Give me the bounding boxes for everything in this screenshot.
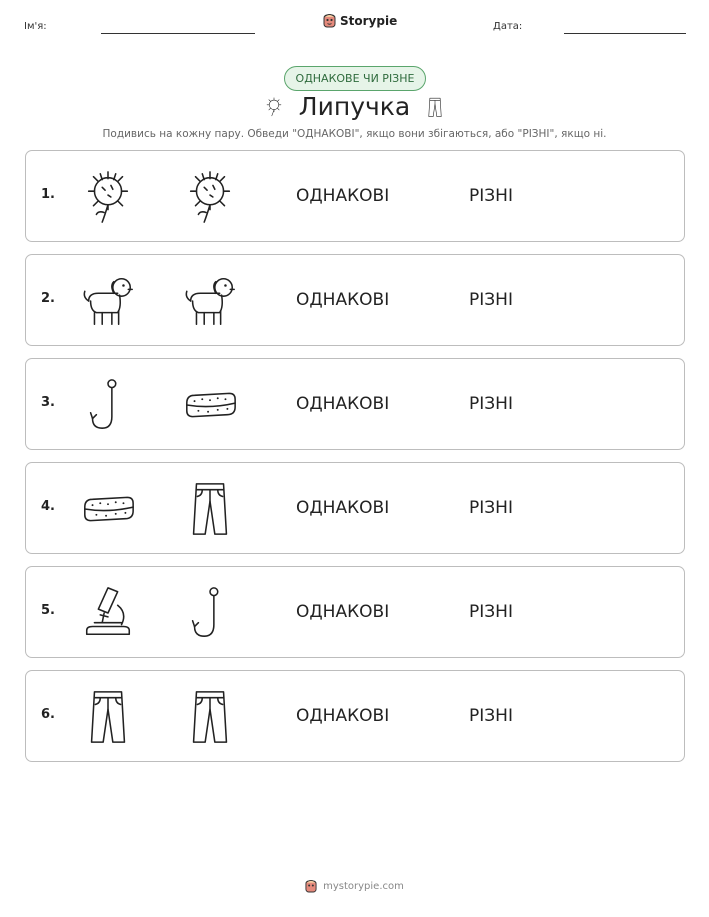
question-row-2 bbox=[25, 254, 685, 346]
hook-icon bbox=[78, 376, 138, 434]
option-different[interactable]: РІЗНІ bbox=[469, 186, 513, 206]
question-number: 4. bbox=[41, 499, 55, 514]
burdock-icon bbox=[263, 93, 285, 121]
option-same[interactable]: ОДНАКОВІ bbox=[296, 186, 390, 206]
question-number: 6. bbox=[41, 707, 55, 722]
sponge-icon bbox=[78, 480, 138, 538]
question-row-4 bbox=[25, 462, 685, 554]
burdock-icon bbox=[180, 168, 240, 226]
question-number: 2. bbox=[41, 291, 55, 306]
footer bbox=[0, 879, 709, 893]
option-same[interactable]: ОДНАКОВІ bbox=[296, 602, 390, 622]
burdock-icon bbox=[78, 168, 138, 226]
option-same[interactable]: ОДНАКОВІ bbox=[296, 290, 390, 310]
option-different[interactable]: РІЗНІ bbox=[469, 498, 513, 518]
hook-icon bbox=[180, 584, 240, 642]
name-line[interactable] bbox=[101, 33, 255, 34]
question-number: 1. bbox=[41, 187, 55, 202]
option-same[interactable]: ОДНАКОВІ bbox=[296, 498, 390, 518]
puppy-icon bbox=[78, 272, 138, 330]
pie-mascot-icon bbox=[323, 13, 336, 28]
microscope-icon bbox=[78, 584, 138, 642]
puppy-icon bbox=[180, 272, 240, 330]
brand-name: Storypie bbox=[340, 13, 398, 28]
sponge-icon bbox=[180, 376, 240, 434]
question-row-1 bbox=[25, 150, 685, 242]
pants-icon bbox=[78, 688, 138, 746]
date-label: Дата: bbox=[493, 21, 523, 32]
option-different[interactable]: РІЗНІ bbox=[469, 394, 513, 414]
question-row-3 bbox=[25, 358, 685, 450]
option-different[interactable]: РІЗНІ bbox=[469, 290, 513, 310]
question-row-5 bbox=[25, 566, 685, 658]
title-row bbox=[0, 92, 709, 121]
worksheet-title: Липучка bbox=[298, 92, 411, 121]
option-same[interactable]: ОДНАКОВІ bbox=[296, 706, 390, 726]
pie-mascot-icon bbox=[305, 879, 317, 893]
question-row-6 bbox=[25, 670, 685, 762]
option-same[interactable]: ОДНАКОВІ bbox=[296, 394, 390, 414]
footer-site[interactable]: mystorypie.com bbox=[323, 880, 404, 892]
question-number: 5. bbox=[41, 603, 55, 618]
pants-icon bbox=[424, 93, 446, 121]
pants-icon bbox=[180, 480, 240, 538]
instruction-text: Подивись на кожну пару. Обведи "ОДНАКОВІ", якщо вони збігаються, або "РІЗНІ", якщо ні. bbox=[102, 128, 607, 140]
pants-icon bbox=[180, 688, 240, 746]
option-different[interactable]: РІЗНІ bbox=[469, 602, 513, 622]
category-badge: ОДНАКОВЕ ЧИ РІЗНЕ bbox=[284, 66, 426, 91]
question-number: 3. bbox=[41, 395, 55, 410]
brand-logo bbox=[323, 13, 397, 28]
name-label: Ім'я: bbox=[24, 21, 47, 32]
date-line[interactable] bbox=[564, 33, 686, 34]
option-different[interactable]: РІЗНІ bbox=[469, 706, 513, 726]
